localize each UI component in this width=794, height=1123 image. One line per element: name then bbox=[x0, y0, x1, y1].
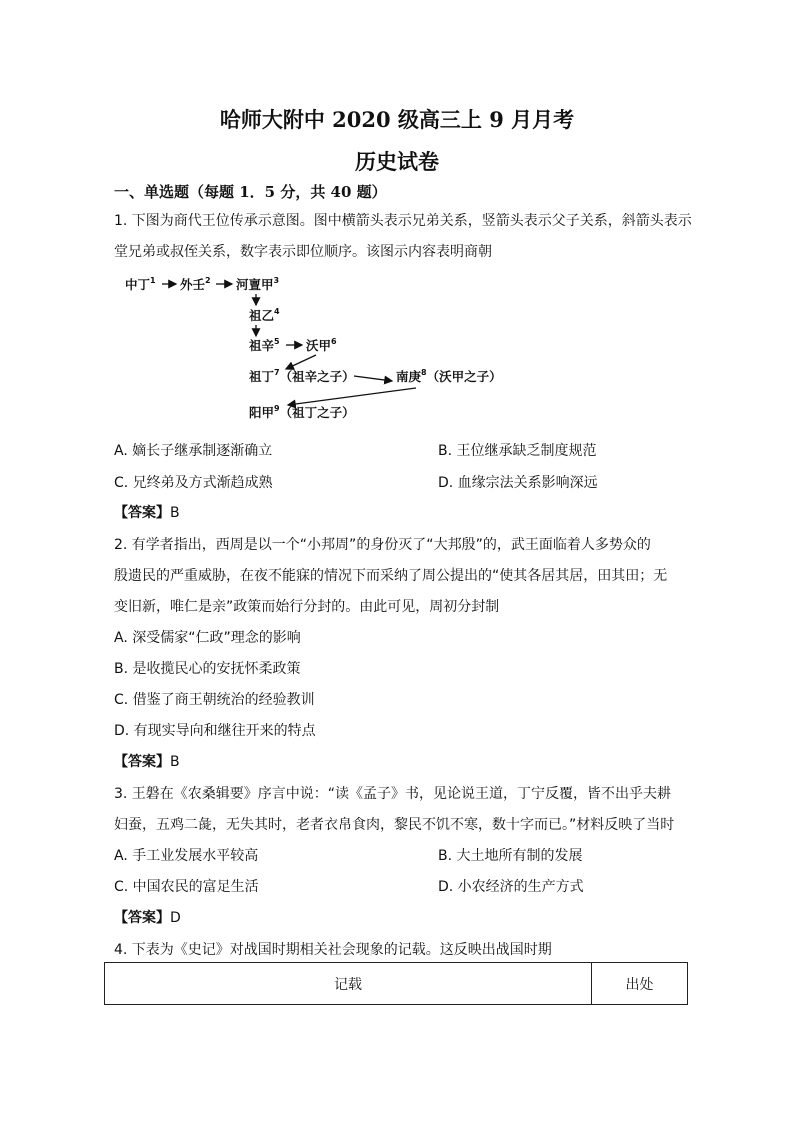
section-heading: 一、单选题（每题 1．5 分，共 40 题） bbox=[114, 183, 387, 201]
q3-answer: 【答案】D bbox=[114, 910, 181, 926]
q3-stem-line-2: 妇蚕，五鸡二彘，无失其时，老者衣帛食肉，黎民不饥不寒，数十字而已。”材料反映了当时 bbox=[114, 817, 675, 833]
q2-stem-line-3: 变旧新，唯仁是亲”政策而始行分封的。由此可见，周初分封制 bbox=[114, 599, 500, 615]
q3-option-c: C. 中国农民的富足生活 bbox=[114, 879, 259, 895]
arrow-6-7 bbox=[286, 355, 316, 369]
node-zuyi: 祖乙$^4$ bbox=[249, 307, 280, 323]
arrow-7-8 bbox=[354, 376, 392, 381]
exam-title: 哈师大附中 2020 级高三上 9 月月考 bbox=[219, 107, 575, 132]
q4-stem-line-1: 4. 下表为《史记》对战国时期相关社会现象的记载。这反映出战国时期 bbox=[114, 942, 552, 958]
q3-option-b: B. 大土地所有制的发展 bbox=[438, 848, 583, 864]
q1-option-b: B. 王位继承缺乏制度规范 bbox=[438, 443, 597, 459]
q1-stem-line-2: 堂兄弟或叔侄关系，数字表示即位顺序。该图示内容表明商朝 bbox=[114, 244, 492, 260]
q1-stem-line-1: 1. 下图为商代王位传承示意图。图中横箭头表示兄弟关系，竖箭头表示父子关系，斜箭头表示 bbox=[114, 213, 692, 229]
node-yangjia: 阳甲$^9$（祖丁之子） bbox=[249, 404, 355, 420]
q2-stem-line-1: 2. 有学者指出，西周是以一个“小邦周”的身份灭了“大邦殷”的，武王面临着人多势众的 bbox=[114, 537, 651, 553]
q2-stem-line-2: 殷遗民的严重威胁，在夜不能寐的情况下而采纳了周公提出的“使其各居其居，田其田；无 bbox=[114, 568, 668, 584]
node-zuxin: 祖辛$^5$ bbox=[249, 337, 280, 353]
node-Wairen: 外壬$^2$ bbox=[180, 276, 211, 292]
q1-option-a: A. 嫡长子继承制逐渐确立 bbox=[114, 443, 273, 459]
q2-option-a: A. 深受儒家“仁政”理念的影响 bbox=[114, 630, 301, 646]
node-zuding: 祖丁$^7$（祖辛之子） bbox=[249, 368, 355, 384]
q1-answer: 【答案】B bbox=[114, 505, 180, 521]
q4-table bbox=[104, 962, 688, 1005]
arrow-8-9 bbox=[288, 388, 416, 405]
exam-subtitle: 历史试卷 bbox=[355, 149, 439, 174]
q2-option-c: C. 借鉴了商王朝统治的经验教训 bbox=[114, 692, 315, 708]
node-nangeng: 南庚$^8$（沃甲之子） bbox=[396, 368, 502, 384]
node-zhongding: 中丁$^1$ bbox=[125, 276, 156, 292]
q3-option-a: A. 手工业发展水平较高 bbox=[114, 848, 259, 864]
q2-option-b: B. 是收揽民心的安抚怀柔政策 bbox=[114, 661, 301, 677]
q3-option-d: D. 小农经济的生产方式 bbox=[438, 879, 584, 895]
node-wojia: 沃甲$^6$ bbox=[306, 337, 337, 353]
q3-stem-line-1: 3. 王磐在《农桑辑要》序言中说：“读《孟子》书，见论说王道，丁宁反覆，皆不出乎夫耕 bbox=[114, 786, 672, 802]
q1-option-d: D. 血缘宗法关系影响深远 bbox=[438, 475, 598, 491]
table-header-source: 出处 bbox=[625, 976, 654, 993]
q2-answer: 【答案】B bbox=[114, 754, 180, 770]
table-header-record: 记载 bbox=[105, 963, 592, 1004]
q2-option-d: D. 有现实导向和继往开来的特点 bbox=[114, 723, 316, 739]
node-hedanjia: 河亶甲$^3$ bbox=[236, 276, 280, 292]
q1-option-c: C. 兄终弟及方式渐趋成熟 bbox=[114, 475, 273, 491]
succession-diagram bbox=[120, 272, 540, 432]
